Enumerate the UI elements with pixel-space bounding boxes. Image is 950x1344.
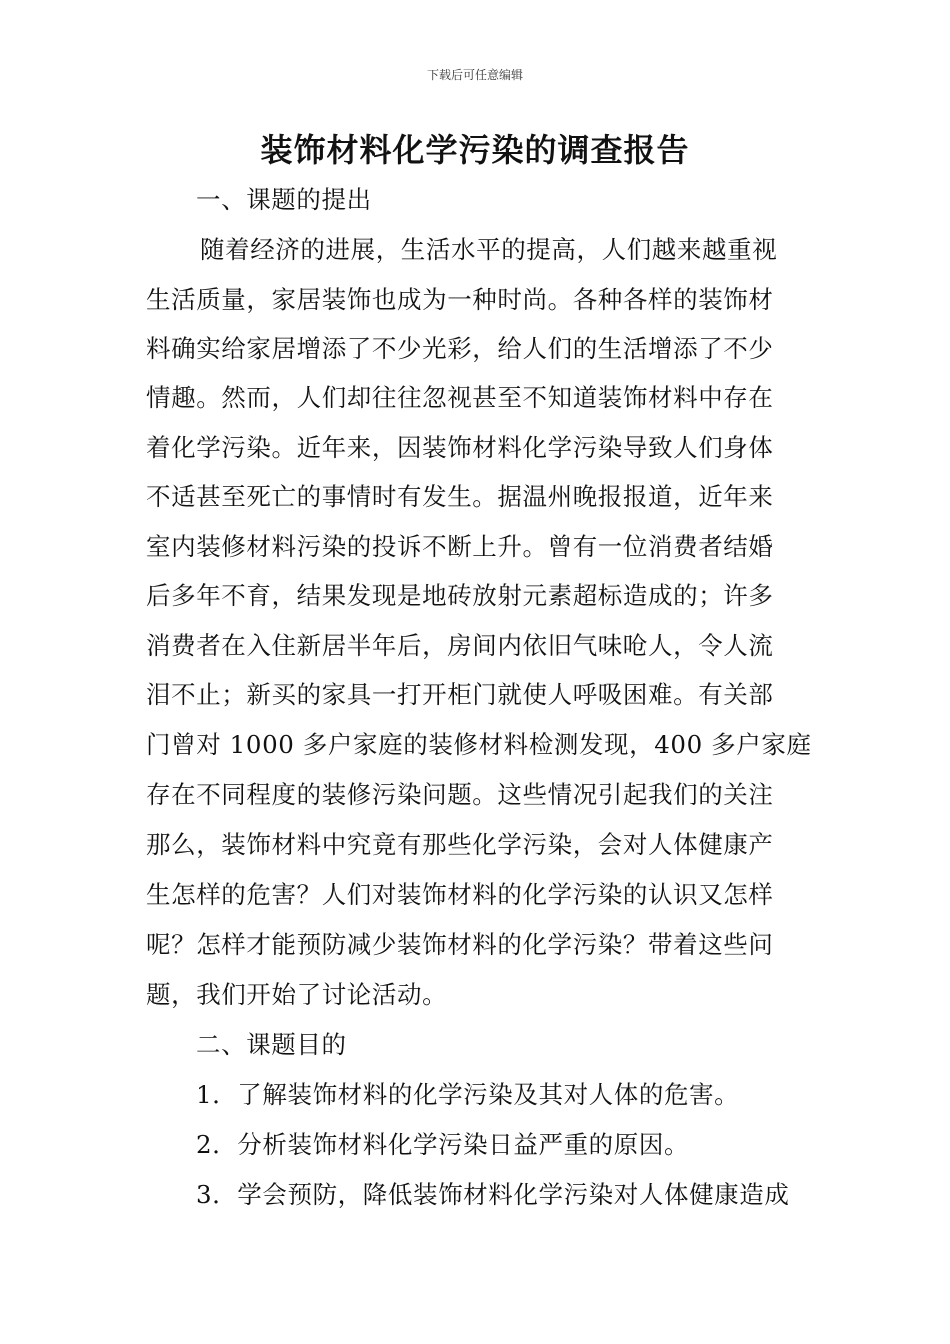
paragraph-line: 不适甚至死亡的事情时有发生。据温州晚报报道，近年来 — [146, 482, 774, 511]
paragraph-line: 情趣。然而，人们却往往忽视甚至不知道装饰材料中存在 — [146, 383, 774, 412]
paragraph-line: 生怎样的危害？人们对装饰材料的化学污染的认识又怎样 — [146, 880, 774, 909]
paragraph-line: 呢？怎样才能预防减少装饰材料的化学污染？带着这些问 — [146, 930, 774, 959]
header-note: 下载后可任意编辑 — [426, 68, 523, 82]
paragraph-line: 存在不同程度的装修污染问题。这些情况引起我们的关注 — [146, 780, 774, 809]
paragraph-line: 料确实给家居增添了不少光彩，给人们的生活增添了不少 — [146, 334, 774, 363]
paragraph-line: 泪不止；新买的家具一打开柜门就使人呼吸困难。有关部 — [146, 680, 774, 709]
paragraph-line: 着化学污染。近年来，因装饰材料化学污染导致人们身体 — [146, 433, 774, 462]
document-title: 装饰材料化学污染的调查报告 — [260, 131, 690, 169]
paragraph-line: 随着经济的进展，生活水平的提高，人们越来越重视 — [200, 235, 778, 264]
goal-item: 2．分析装饰材料化学污染日益严重的原因。 — [196, 1130, 690, 1159]
paragraph-line: 生活质量，家居装饰也成为一种时尚。各种各样的装饰材 — [146, 285, 774, 314]
paragraph-line: 那么，装饰材料中究竟有那些化学污染，会对人体健康产 — [146, 830, 774, 859]
paragraph-line: 门曾对 1000 多户家庭的装修材料检测发现，400 多户家庭 — [146, 730, 812, 759]
paragraph-line: 题，我们开始了讨论活动。 — [146, 980, 448, 1009]
paragraph-line: 消费者在入住新居半年后，房间内依旧气味呛人，令人流 — [146, 631, 774, 660]
section-heading-1: 一、课题的提出 — [196, 185, 372, 214]
paragraph-line: 室内装修材料污染的投诉不断上升。曾有一位消费者结婚 — [146, 532, 774, 561]
goal-item: 3．学会预防，降低装饰材料化学污染对人体健康造成 — [196, 1180, 790, 1209]
goal-item: 1．了解装饰材料的化学污染及其对人体的危害。 — [196, 1080, 740, 1109]
section-heading-2: 二、课题目的 — [196, 1030, 347, 1059]
paragraph-line: 后多年不育，结果发现是地砖放射元素超标造成的；许多 — [146, 581, 774, 610]
